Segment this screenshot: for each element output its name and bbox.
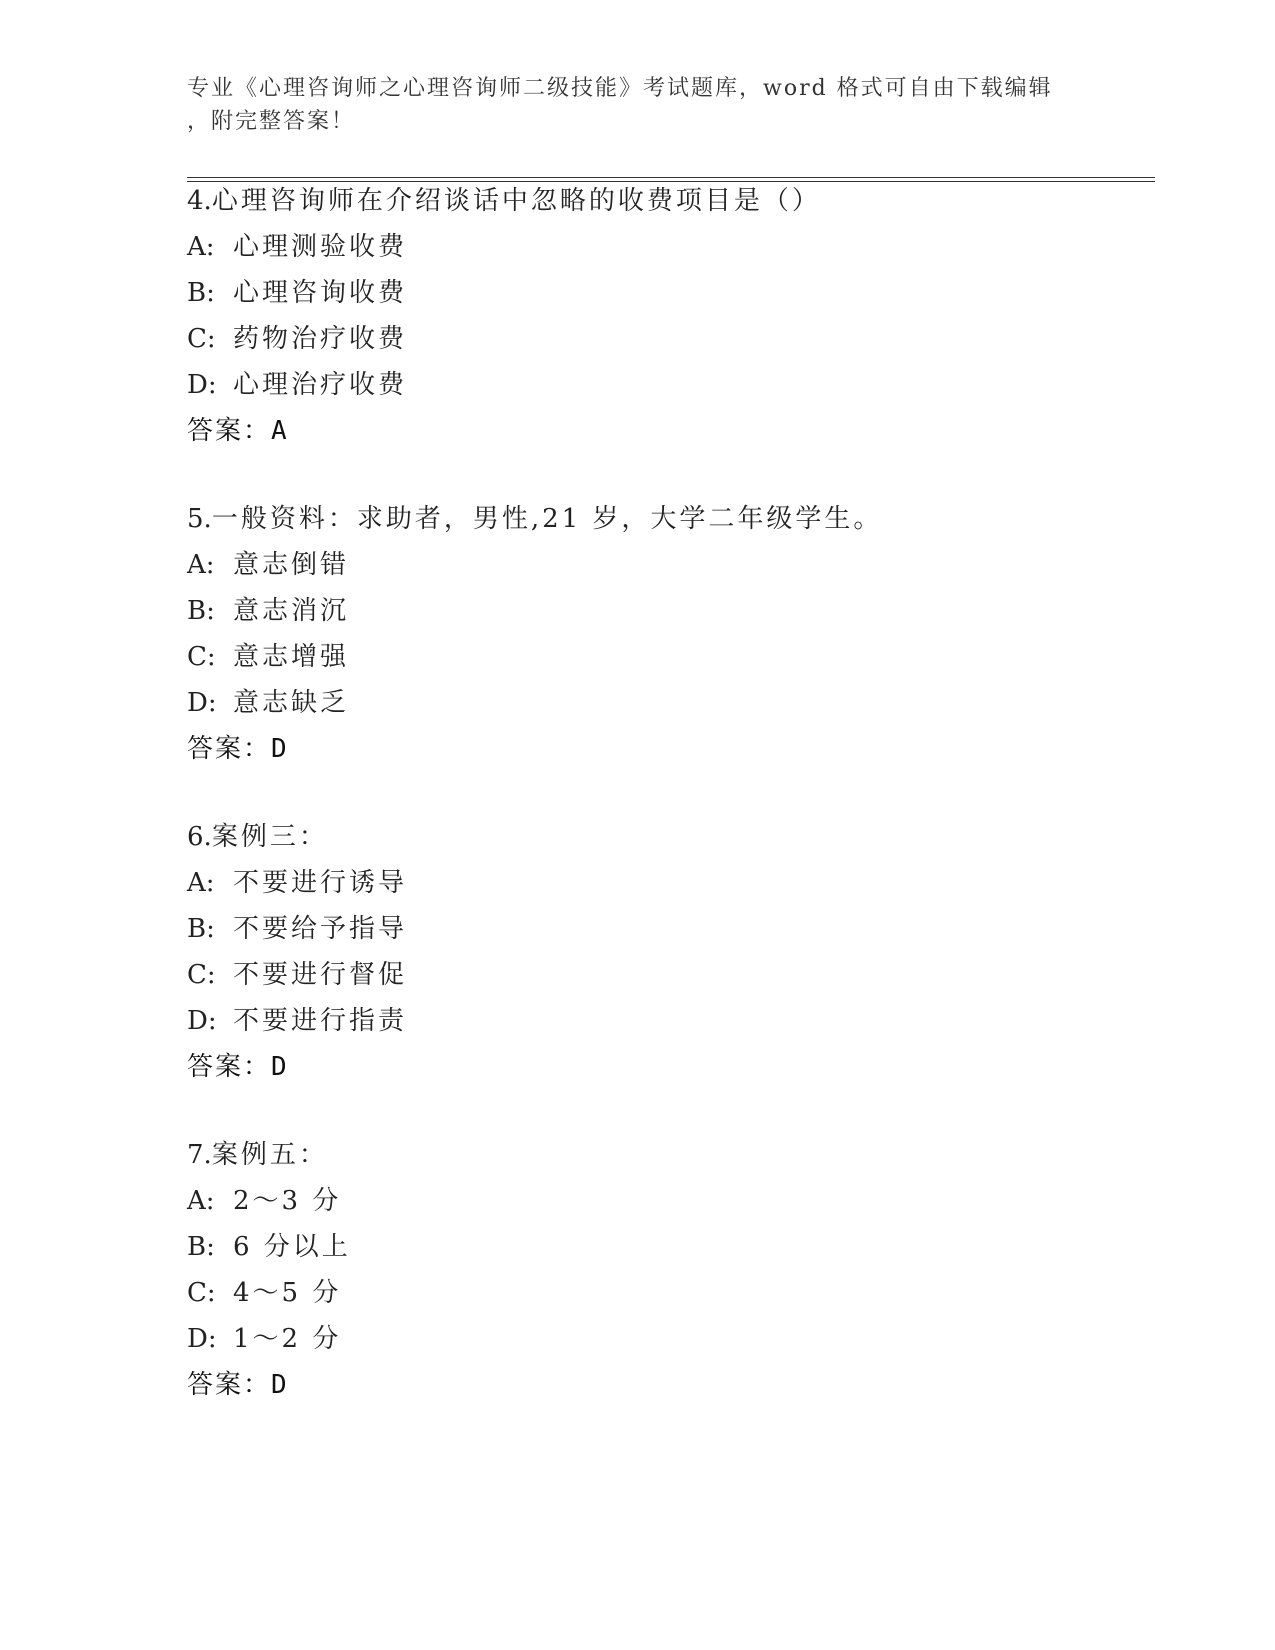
option-text: 不要进行督促 [233, 960, 408, 990]
option-letter: D: [187, 688, 217, 718]
option-c [187, 634, 1147, 680]
question-text: 心理咨询师在介绍谈话中忽略的收费项目是（） [211, 186, 821, 216]
question-4 [187, 178, 1147, 454]
option-d [187, 998, 1147, 1044]
question-5 [187, 496, 1147, 772]
option-a [187, 860, 1147, 906]
option-c [187, 952, 1147, 998]
question-6 [187, 814, 1147, 1090]
option-letter: D: [187, 1006, 217, 1036]
option-c [187, 316, 1147, 362]
option-text: 4～5 分 [233, 1278, 342, 1308]
option-text: 不要进行诱导 [233, 868, 408, 898]
option-letter: C: [187, 324, 216, 354]
option-d [187, 1316, 1147, 1362]
header-subtitle-line: ，附完整答案！ [187, 109, 356, 134]
option-text: 不要进行指责 [233, 1006, 408, 1036]
option-letter: C: [187, 642, 216, 672]
option-text: 意志增强 [233, 642, 350, 672]
option-letter: B: [187, 596, 215, 626]
question-number: 6. [187, 822, 212, 852]
option-letter: A: [187, 1186, 215, 1216]
answer-value: D [271, 1052, 287, 1082]
header-title-line: 专业《心理咨询师之心理咨询师二级技能》考试题库，word 格式可自由下载编辑 [187, 76, 1053, 101]
question-text: 案例三： [211, 822, 328, 852]
document-header [187, 72, 1087, 138]
answer-line [187, 408, 1147, 454]
option-b [187, 906, 1147, 952]
option-a [187, 542, 1147, 588]
option-b [187, 588, 1147, 634]
option-a [187, 224, 1147, 270]
answer-value: D [271, 734, 287, 764]
answer-value: D [271, 1370, 287, 1400]
question-text: 案例五： [211, 1140, 328, 1170]
option-letter: A: [187, 550, 215, 580]
option-b [187, 1224, 1147, 1270]
option-text: 心理治疗收费 [233, 370, 408, 400]
answer-label: 答案： [187, 1052, 272, 1082]
question-stem [187, 1132, 1147, 1178]
question-stem [187, 178, 1147, 224]
option-text: 心理咨询收费 [233, 278, 408, 308]
option-letter: B: [187, 914, 215, 944]
answer-line [187, 726, 1147, 772]
question-number: 5. [187, 504, 212, 534]
question-stem [187, 496, 1147, 542]
option-text: 意志缺乏 [233, 688, 350, 718]
option-text: 意志倒错 [233, 550, 350, 580]
option-a [187, 1178, 1147, 1224]
option-letter: A: [187, 868, 215, 898]
option-letter: B: [187, 1232, 215, 1262]
option-d [187, 680, 1147, 726]
question-7 [187, 1132, 1147, 1408]
option-text: 药物治疗收费 [233, 324, 408, 354]
option-letter: D: [187, 370, 217, 400]
answer-line [187, 1044, 1147, 1090]
answer-label: 答案： [187, 734, 272, 764]
option-text: 不要给予指导 [233, 914, 408, 944]
option-text: 2～3 分 [233, 1186, 342, 1216]
answer-label: 答案： [187, 1370, 272, 1400]
option-d [187, 362, 1147, 408]
option-letter: B: [187, 278, 215, 308]
question-number: 4. [187, 186, 212, 216]
answer-label: 答案： [187, 416, 272, 446]
question-stem [187, 814, 1147, 860]
option-c [187, 1270, 1147, 1316]
answer-line [187, 1362, 1147, 1408]
option-letter: D: [187, 1324, 217, 1354]
option-text: 1～2 分 [233, 1324, 342, 1354]
option-text: 意志消沉 [233, 596, 350, 626]
option-letter: C: [187, 1278, 216, 1308]
option-letter: A: [187, 232, 215, 262]
option-b [187, 270, 1147, 316]
option-text: 心理测验收费 [233, 232, 408, 262]
question-text: 一般资料：求助者，男性,21 岁，大学二年级学生。 [211, 504, 883, 534]
answer-value: A [271, 416, 287, 446]
option-text: 6 分以上 [233, 1232, 351, 1262]
question-number: 7. [187, 1140, 212, 1170]
option-letter: C: [187, 960, 216, 990]
